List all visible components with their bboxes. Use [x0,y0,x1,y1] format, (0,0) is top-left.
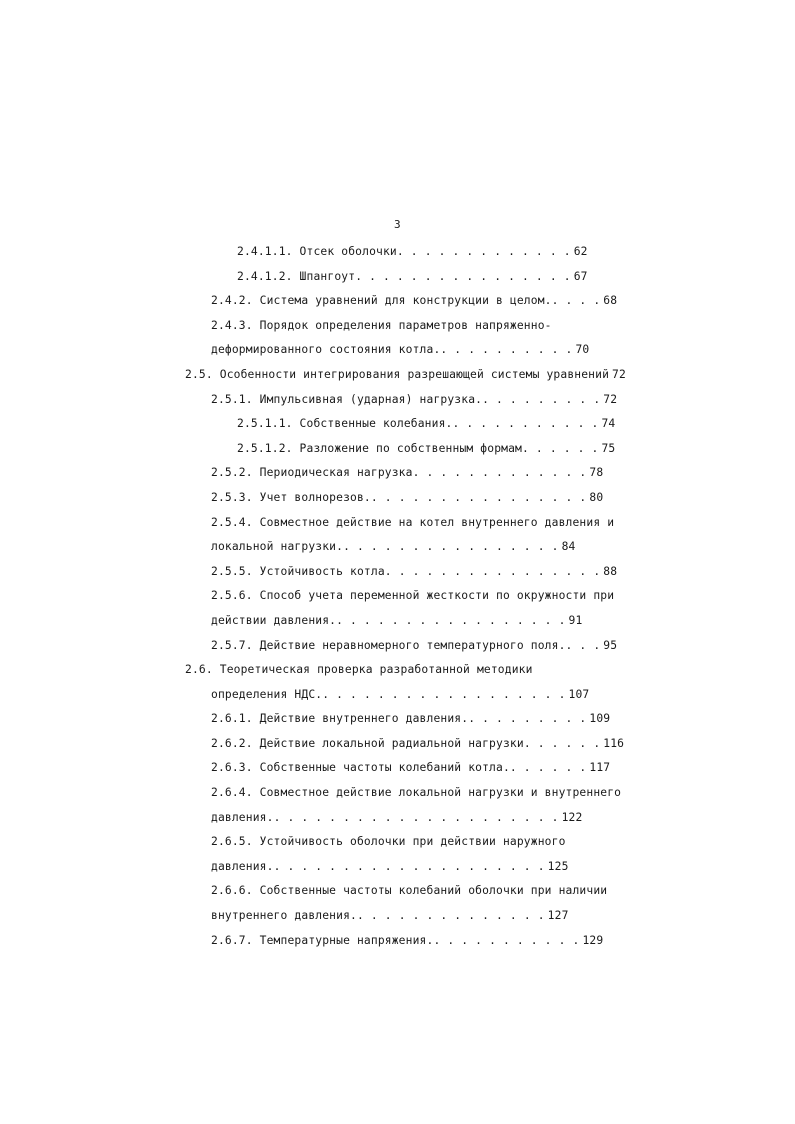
toc-entry-title: 2.4.1.2. Шпангоут [237,269,356,283]
toc-entry[interactable] [185,634,635,659]
toc-entry-title: определения НДС. [211,687,323,701]
toc-page-number: 117 [589,761,611,775]
toc-entry-title: 2.5.7. Действие неравномерного температурного поля. [211,638,566,652]
toc-page-number: 62 [573,245,588,258]
toc-entry[interactable] [185,781,635,806]
toc-leader-dots: . . . . . . . . . . . [452,417,599,431]
toc-entry-title: 2.5. Особенности интегрирования разрешающей системы уравнений [185,367,610,381]
toc-page-number: 75 [601,441,616,455]
toc-leader-dots: . . . . . . . . . . . . . . . . [384,564,601,578]
toc-entry[interactable] [185,240,635,265]
toc-entry[interactable] [185,338,635,363]
toc-entry-title: действии давления. [211,613,337,627]
toc-page-number: 80 [589,490,604,504]
page-number: 3 [393,218,402,231]
toc-leader-dots: . . . . . . . . . . . [433,933,580,947]
toc-entry[interactable] [185,461,635,486]
toc-page-number: 122 [561,810,583,824]
toc-leader-dots: . . . . . . . . . . . . . . . . . [336,613,566,627]
toc-page-number: 109 [589,712,611,726]
toc-entry[interactable] [185,511,635,536]
toc-page-number: 78 [589,466,604,480]
toc-entry-title: 2.4.2. Система уравнений для конструкции в целом. [211,294,552,308]
toc-leader-dots: . . . . . . . . . . . . . [396,245,571,258]
toc-entry-title: 2.6.1. Действие внутреннего давления. [211,712,469,726]
toc-leader-dots: . . . . . . . . . . . . . . . . [343,540,559,554]
toc-entry[interactable] [185,879,635,904]
toc-entry-title: давления. [211,810,274,824]
toc-page-number: 84 [561,540,576,554]
toc-entry[interactable] [185,584,635,609]
toc-leader-dots: . . . . . . . . . . [440,343,573,357]
toc-leader-dots: . . . [565,638,601,652]
toc-entry[interactable] [185,904,635,929]
toc-entry-title: 2.5.1.2. Разложение по собственным формам [237,441,523,455]
toc-entry-title: 2.5.1. Импульсивная (ударная) нагрузка. [211,392,483,406]
toc-entry[interactable] [185,609,635,634]
toc-entry-title: 2.5.3. Учет волнорезов. [211,490,371,504]
toc-page-number: 72 [603,392,618,406]
toc-entry[interactable] [185,412,635,437]
toc-leader-dots: . . . . . . . . . . . . . . . . . . [322,687,566,701]
toc-entry-title: 2.6.6. Собственные частоты колебаний оболочки при наличии [211,884,608,898]
toc-entry-title: локальной нагрузки. [211,540,344,554]
toc-entry-title: 2.4.3. Порядок определения параметров напряженно- [211,318,552,332]
toc-entry-title: 2.6.4. Совместное действие локальной нагрузки и внутреннего [211,786,622,800]
toc-page-number: 107 [568,687,590,701]
toc-entry-title: 2.6.3. Собственные частоты колебаний котла. [211,761,510,775]
toc-entry[interactable] [185,289,635,314]
toc-page-number: 72 [612,367,626,381]
toc-entry[interactable] [185,265,635,290]
toc-entry[interactable] [185,658,635,683]
toc-entry-title: внутреннего давления. [211,909,357,923]
toc-entry-title: 2.4.1.1. Отсек оболочки [237,245,397,258]
toc-page-number: 88 [603,564,618,578]
toc-leader-dots: . . . . . . . . . [482,392,601,406]
toc-page-number: 67 [573,269,588,283]
toc-entry-title: 2.6. Теоретическая проверка разработанной методики [185,663,533,677]
toc-page-number: 95 [603,638,618,652]
toc-page-number: 74 [601,417,616,431]
toc-entry[interactable] [185,830,635,855]
table-of-contents [185,240,635,953]
toc-entry-title: 2.5.6. Способ учета переменной жесткости по окружности при [211,589,615,603]
toc-page-number: 116 [603,736,625,750]
toc-entry[interactable] [185,855,635,880]
toc-entry-title: деформированного состояния котла. [211,343,441,357]
toc-page-number: 127 [547,909,569,923]
toc-leader-dots: . . . . . . . . . . . . . . . . . . . . [273,859,545,873]
toc-entry[interactable] [185,560,635,585]
toc-entry[interactable] [185,314,635,339]
toc-entry-title: 2.5.5. Устойчивость котла [211,564,385,578]
toc-page-number: 91 [568,613,583,627]
toc-leader-dots: . . . . [551,294,601,308]
toc-entry-title: 2.5.1.1. Собственные колебания. [237,417,453,431]
toc-page-number: 125 [547,859,569,873]
toc-entry[interactable] [185,437,635,462]
toc-entry[interactable] [185,486,635,511]
toc-entry-title: 2.5.4. Совместное действие на котел внутреннего давления и [211,515,615,529]
toc-leader-dots: . . . . . . . . . . . . . . [356,909,545,923]
toc-entry[interactable] [185,388,635,413]
toc-leader-dots: . . . . . . . . . [468,712,587,726]
toc-leader-dots: . . . . . . . . . . . . . . . . [355,269,571,283]
toc-entry[interactable] [185,756,635,781]
toc-entry-title: 2.6.5. Устойчивость оболочки при действии наружного [211,835,566,849]
toc-entry[interactable] [185,535,635,560]
toc-entry[interactable] [185,929,635,954]
toc-entry[interactable] [185,363,635,388]
toc-entry[interactable] [185,732,635,757]
toc-page-number: 129 [582,933,604,947]
toc-leader-dots: . . . . . . [509,761,587,775]
toc-leader-dots: . . . . . . [523,736,601,750]
toc-entry[interactable] [185,683,635,708]
toc-entry-title: 2.6.7. Температурные напряжения. [211,933,434,947]
toc-entry[interactable] [185,806,635,831]
toc-leader-dots: . . . . . . . . . . . . . [412,466,587,480]
toc-entry[interactable] [185,707,635,732]
toc-leader-dots: . . . . . . [522,441,599,455]
toc-entry-title: давления. [211,859,274,873]
toc-page-number: 70 [575,343,590,357]
toc-leader-dots: . . . . . . . . . . . . . . . . . . . . . [273,810,559,824]
toc-page-number: 68 [603,294,618,308]
toc-entry-title: 2.5.2. Периодическая нагрузка [211,466,413,480]
toc-leader-dots: . . . . . . . . . . . . . . . . [370,490,587,504]
toc-entry-title: 2.6.2. Действие локальной радиальной нагрузки [211,736,524,750]
